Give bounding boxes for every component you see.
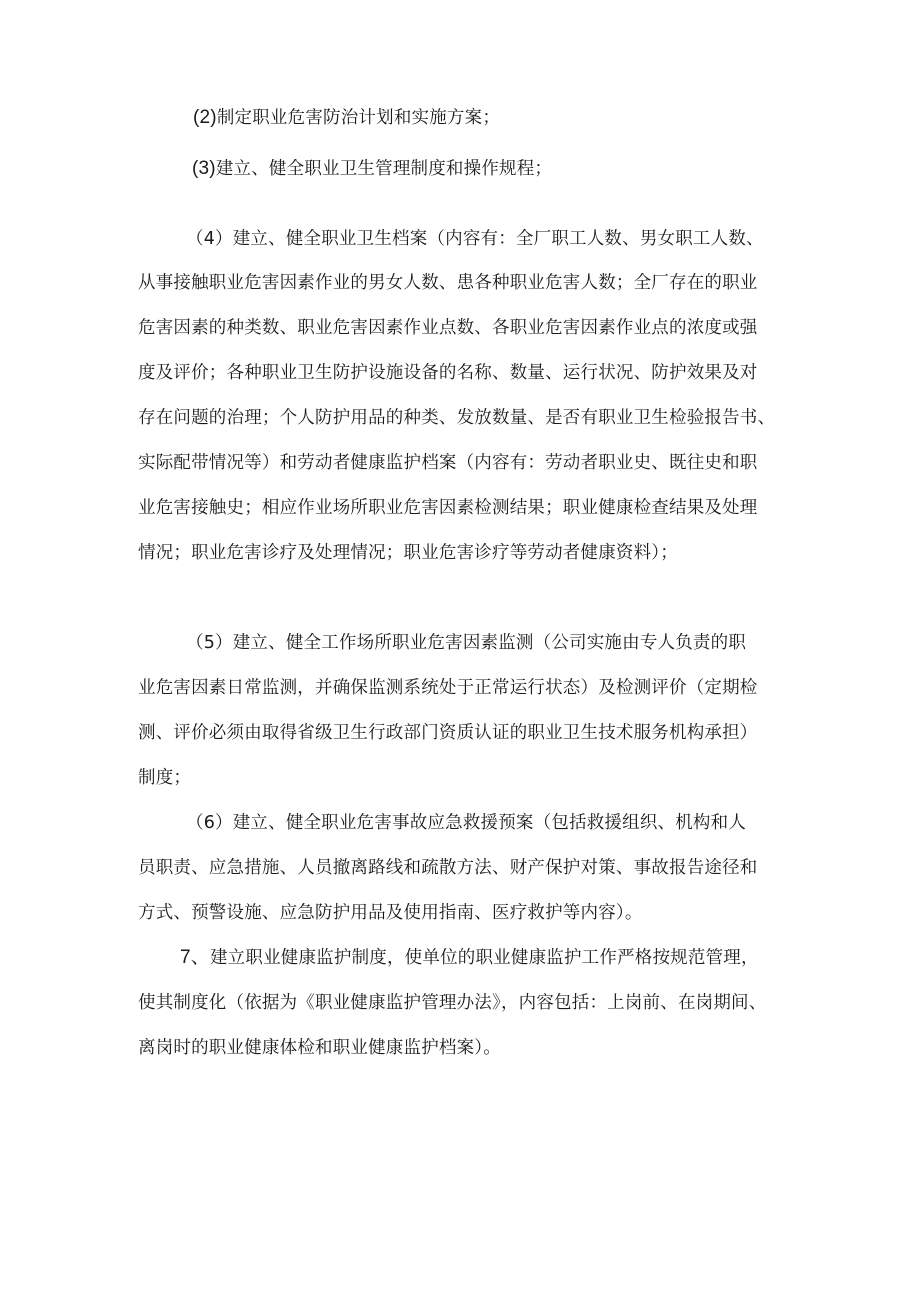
item-4-line-3: 度及评价；各种职业卫生防护设施设备的名称、数量、运行状况、防护效果及对 [138, 363, 758, 383]
item-7-line-2: 离岗时的职业健康体检和职业健康监护档案）。 [138, 1038, 501, 1058]
item-7-marker: 7、 [180, 947, 210, 968]
item-4-line-1: 从事接触职业危害因素作业的男女人数、患各种职业危害人数；全厂存在的职业 [138, 273, 758, 293]
item-4-line-5: 实际配带情况等）和劳动者健康监护档案（内容有：劳动者职业史、既往史和职 [138, 453, 758, 473]
item-5-text: 建立、健全工作场所职业危害因素监测（公司实施由专人负责的职 [232, 633, 747, 653]
item-4-text: 建立、健全职业卫生档案（内容有：全厂职工人数、男女职工人数、 [232, 229, 764, 249]
item-6-marker: （6） [186, 813, 233, 833]
item-5-line-2: 测、评价必须由取得省级卫生行政部门资质认证的职业卫生技术服务机构承担） [138, 723, 758, 743]
item-7-line-0 [180, 946, 840, 970]
item-7-text: 建立职业健康监护制度，使单位的职业健康监护工作严格按规范管理， [209, 948, 759, 968]
item-6-text: 建立、健全职业危害事故应急救援预案（包括救援组织、机构和人 [232, 813, 747, 833]
item-7-line-1: 使其制度化（依据为《职业健康监护管理办法》，内容包括：上岗前、在岗期间、 [138, 993, 767, 1013]
item-4-line-7: 情况；职业危害诊疗及处理情况；职业危害诊疗等劳动者健康资料）； [138, 543, 678, 563]
item-5-line-1: 业危害因素日常监测，并确保监测系统处于正常运行状态）及检测评价（定期检 [138, 678, 758, 698]
item-3-marker: (3) [192, 158, 216, 179]
item-4-line-0 [186, 227, 846, 251]
item-3 [192, 157, 852, 181]
item-4-marker: （4） [186, 229, 233, 249]
item-2-text: 制定职业危害防治计划和实施方案； [216, 108, 501, 128]
item-6-line-2: 方式、预警设施、应急防护用品及使用指南、医疗救护等内容）。 [138, 903, 643, 923]
item-4-line-4: 存在问题的治理；个人防护用品的种类、发放数量、是否有职业卫生检验报告书、 [138, 408, 776, 428]
item-4-line-2: 危害因素的种类数、职业危害因素作业点数、各职业危害因素作业点的浓度或强 [138, 318, 758, 338]
item-5-line-3: 制度； [138, 768, 192, 788]
item-5-line-0 [186, 631, 846, 655]
item-3-text: 建立、健全职业卫生管理制度和操作规程； [215, 159, 553, 179]
item-5-marker: （5） [186, 633, 233, 653]
item-6-line-1: 员职责、应急措施、人员撤离路线和疏散方法、财产保护对策、事故报告途径和 [138, 858, 758, 878]
item-2 [193, 106, 853, 130]
item-2-marker: (2) [193, 107, 217, 128]
item-6-line-0 [186, 811, 846, 835]
item-4-line-6: 业危害接触史；相应作业场所职业危害因素检测结果；职业健康检查结果及处理 [138, 498, 758, 518]
